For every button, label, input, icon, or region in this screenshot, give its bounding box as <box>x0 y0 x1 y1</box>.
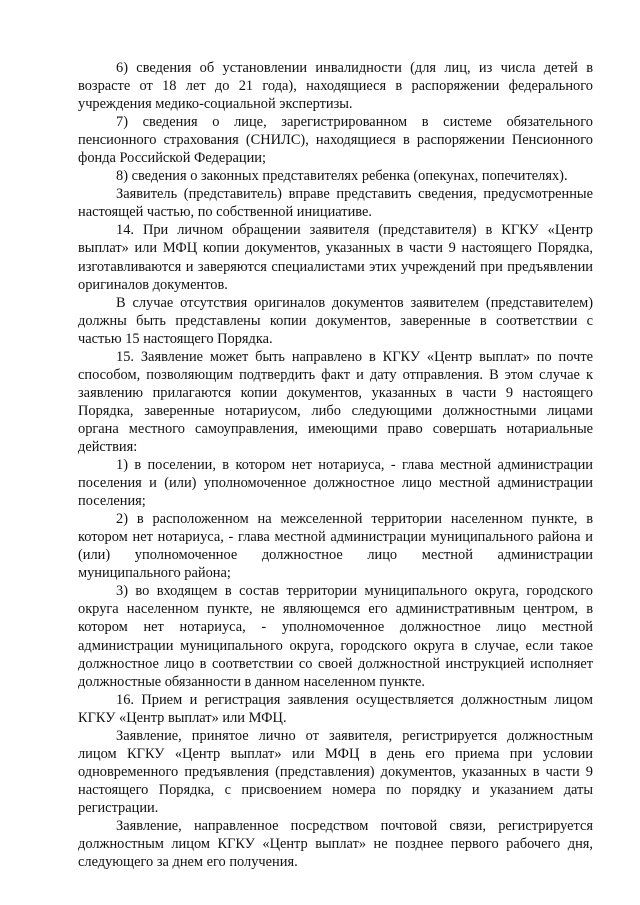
paragraph-section-16: 16. Прием и регистрация заявления осуществляется должностным лицом КГКУ «Центр выплат» или МФЦ. <box>78 691 593 726</box>
paragraph-item-2-inter-settlement: 2) в расположенном на межселенной территории населенном пункте, в котором нет нотариуса, - глава местной администрации муниципального района и (или) уполномоченное должностное лицо местной администрации муниципального района; <box>78 511 593 582</box>
paragraph-personal-registration: Заявление, принятое лично от заявителя, регистрируется должностным лицом КГКУ «Центр выплат» или МФЦ в день его приема при условии одновременного предъявления (представления) документов, указанных в части 9 настоящего Порядка, с присвоением номера по порядку и указанием даты регистрации. <box>78 727 593 816</box>
paragraph-item-3-municipal-district: 3) во входящем в состав территории муниципального округа, городского округа населенном пункте, не являющемся его административным центром, в котором нет нотариуса, - уполномоченное должностное лицо местной администрации муниципального округа, городского округа в случае, если такое должностное лицо в соответствии со своей должностной инструкцией исполняет должностные обязанности в данном населенном пункте. <box>78 583 593 690</box>
paragraph-no-originals: В случае отсутствия оригиналов документов заявителем (представителем) должны быть представлены копии документов, заверенные в соответствии с частью 15 настоящего Порядка. <box>78 294 593 347</box>
paragraph-own-initiative: Заявитель (представитель) вправе представить сведения, предусмотренные настоящей частью, по собственной инициативе. <box>78 186 593 221</box>
paragraph-item-7-snils: 7) сведения о лице, зарегистрированном в системе обязательного пенсионного страхования (СНИЛС), находящиеся в распоряжении Пенсионного фонда Российской Федерации; <box>78 114 593 167</box>
paragraph-section-14: 14. При личном обращении заявителя (представителя) в КГКУ «Центр выплат» или МФЦ копии документов, указанных в части 9 настоящего Порядка, изготавливаются и заверяются специалистами этих учреждений при предъявлении оригиналов документов. <box>78 222 593 293</box>
paragraph-item-6-disability: 6) сведения об установлении инвалидности (для лиц, из числа детей в возрасте от 18 лет до 21 года), находящиеся в распоряжении федерального учреждения медико-социальной экспертизы. <box>78 60 593 113</box>
paragraph-item-8-guardians: 8) сведения о законных представителях ребенка (опекунах, попечителях). <box>116 168 568 185</box>
paragraph-section-15: 15. Заявление может быть направлено в КГКУ «Центр выплат» по почте способом, позволяющим подтвердить факт и дату отправления. В этом случае к заявлению прилагаются копии документов, указанных в части 9 настоящего Порядка, заверенные нотариусом, либо следующими должностными лицами органа местного самоуправления, имеющими право совершать нотариальные действия: <box>78 348 593 455</box>
document-text <box>78 59 593 871</box>
paragraph-item-1-settlement: 1) в поселении, в котором нет нотариуса, - глава местной администрации поселения и (или) уполномоченное должностное лицо местной администрации поселения; <box>78 457 593 510</box>
paragraph-postal-registration: Заявление, направленное посредством почтовой связи, регистрируется должностным лицом КГКУ «Центр выплат» не позднее первого рабочего дня, следующего за днем его получения. <box>78 817 593 871</box>
